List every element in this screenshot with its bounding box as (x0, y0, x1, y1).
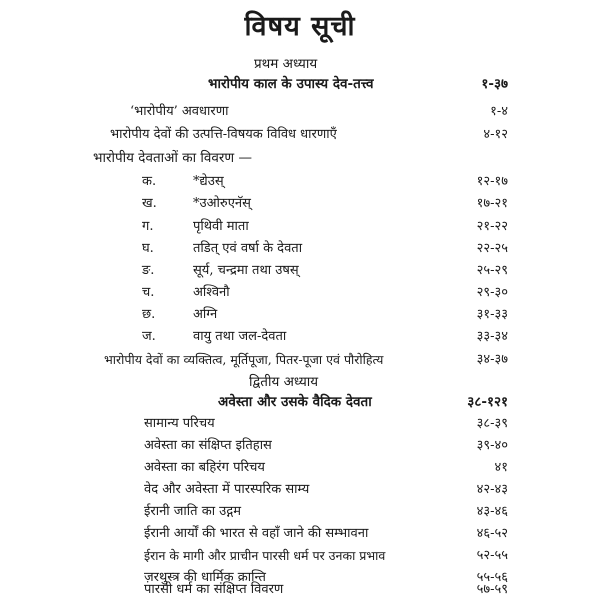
toc-entry: *उओरुएनॅस् (193, 196, 251, 211)
chapter-2-heading: द्वितीय अध्याय (249, 374, 319, 390)
toc-entry: तडित् एवं वर्षा के देवता (193, 241, 303, 256)
toc-entry-pages: २२-२५ (476, 241, 508, 256)
toc-entry: ईरान के मागी और प्राचीन पारसी धर्म पर उनका प्रभाव (144, 548, 386, 563)
toc-entry: ईरानी आर्यों की भारत से वहाँ जाने की सम्भावना (144, 526, 369, 541)
toc-entry-pages: ३८-३९ (476, 416, 508, 431)
toc-entry: सूर्य, चन्द्रमा तथा उषस् (193, 263, 299, 278)
list-marker: ङ. (142, 263, 155, 278)
toc-entry: वायु तथा जल-देवता (193, 329, 287, 344)
toc-entry: अश्विनौ (193, 285, 230, 300)
list-marker: घ. (142, 241, 154, 256)
toc-entry: भारोपीय देवों की उत्पत्ति-विषयक विविध धारणाएँ (110, 127, 337, 142)
list-marker: क. (142, 174, 157, 189)
toc-entry-pages: ४२-४३ (476, 482, 508, 497)
toc-entry: *द्येउस् (193, 174, 224, 189)
toc-entry: वेद और अवेस्ता में पारस्परिक साम्य (144, 482, 310, 497)
chapter-1-heading: प्रथम अध्याय (254, 56, 318, 72)
toc-entry: पारसी धर्म का संक्षिप्त विवरण (144, 582, 284, 597)
toc-entry: ईरानी जाति का उद्गम (144, 504, 242, 519)
chapter-1-pages: १-३७ (481, 76, 508, 92)
toc-entry-pages: १७-२१ (476, 196, 508, 211)
toc-entry-pages: २९-३० (476, 285, 508, 300)
toc-entry: अवेस्ता का संक्षिप्त इतिहास (144, 438, 272, 453)
toc-entry: सामान्य परिचय (144, 416, 215, 431)
toc-entry-pages: १२-१७ (476, 174, 508, 189)
list-marker: ज. (142, 329, 156, 344)
chapter-2-title: अवेस्ता और उसके वैदिक देवता (218, 394, 372, 410)
list-marker: ग. (142, 219, 154, 234)
toc-entry: ज़रथुस्त्र की धार्मिक क्रान्ति (144, 570, 266, 585)
list-marker: छ. (142, 307, 156, 322)
chapter-1-title: भारोपीय काल के उपास्य देव-तत्त्व (208, 76, 374, 92)
toc-entry-pages: २१-२२ (476, 219, 508, 234)
toc-entry-pages: ५५-५६ (476, 570, 508, 585)
toc-entry-pages: ३३-३४ (476, 329, 508, 344)
toc-entry-pages: ५२-५५ (476, 548, 508, 563)
page-title: विषय सूची (244, 11, 356, 42)
toc-entry-pages: ४३-४६ (476, 504, 508, 519)
chapter-2-pages: ३८-१२१ (467, 394, 508, 410)
toc-entry-pages: ४६-५२ (476, 526, 508, 541)
toc-entry: पृथिवी माता (193, 219, 249, 234)
toc-entry-pages: १-४ (490, 104, 508, 119)
toc-entry-pages: २५-२९ (476, 263, 508, 278)
list-marker: च. (142, 285, 155, 300)
toc-entry-pages: ३१-३३ (476, 307, 508, 322)
toc-entry-pages: ४-१२ (483, 127, 508, 142)
list-marker: ख. (142, 196, 157, 211)
toc-entry-pages: ३९-४० (476, 438, 508, 453)
toc-entry: अग्नि (193, 307, 218, 322)
toc-entry: भारोपीय देवों का व्यक्तित्व, मूर्तिपूजा, पितर-पूजा एवं पौरोहित्य (104, 352, 384, 367)
section-heading: भारोपीय देवताओं का विवरण — (93, 150, 252, 166)
toc-entry-pages: ४१ (494, 460, 508, 475)
toc-entry: अवेस्ता का बहिरंग परिचय (144, 460, 265, 475)
toc-entry: ‘भारोपीय’ अवधारणा (130, 104, 229, 119)
toc-entry-pages: ५७-५९ (476, 582, 508, 597)
toc-entry-pages: ३४-३७ (476, 352, 508, 367)
